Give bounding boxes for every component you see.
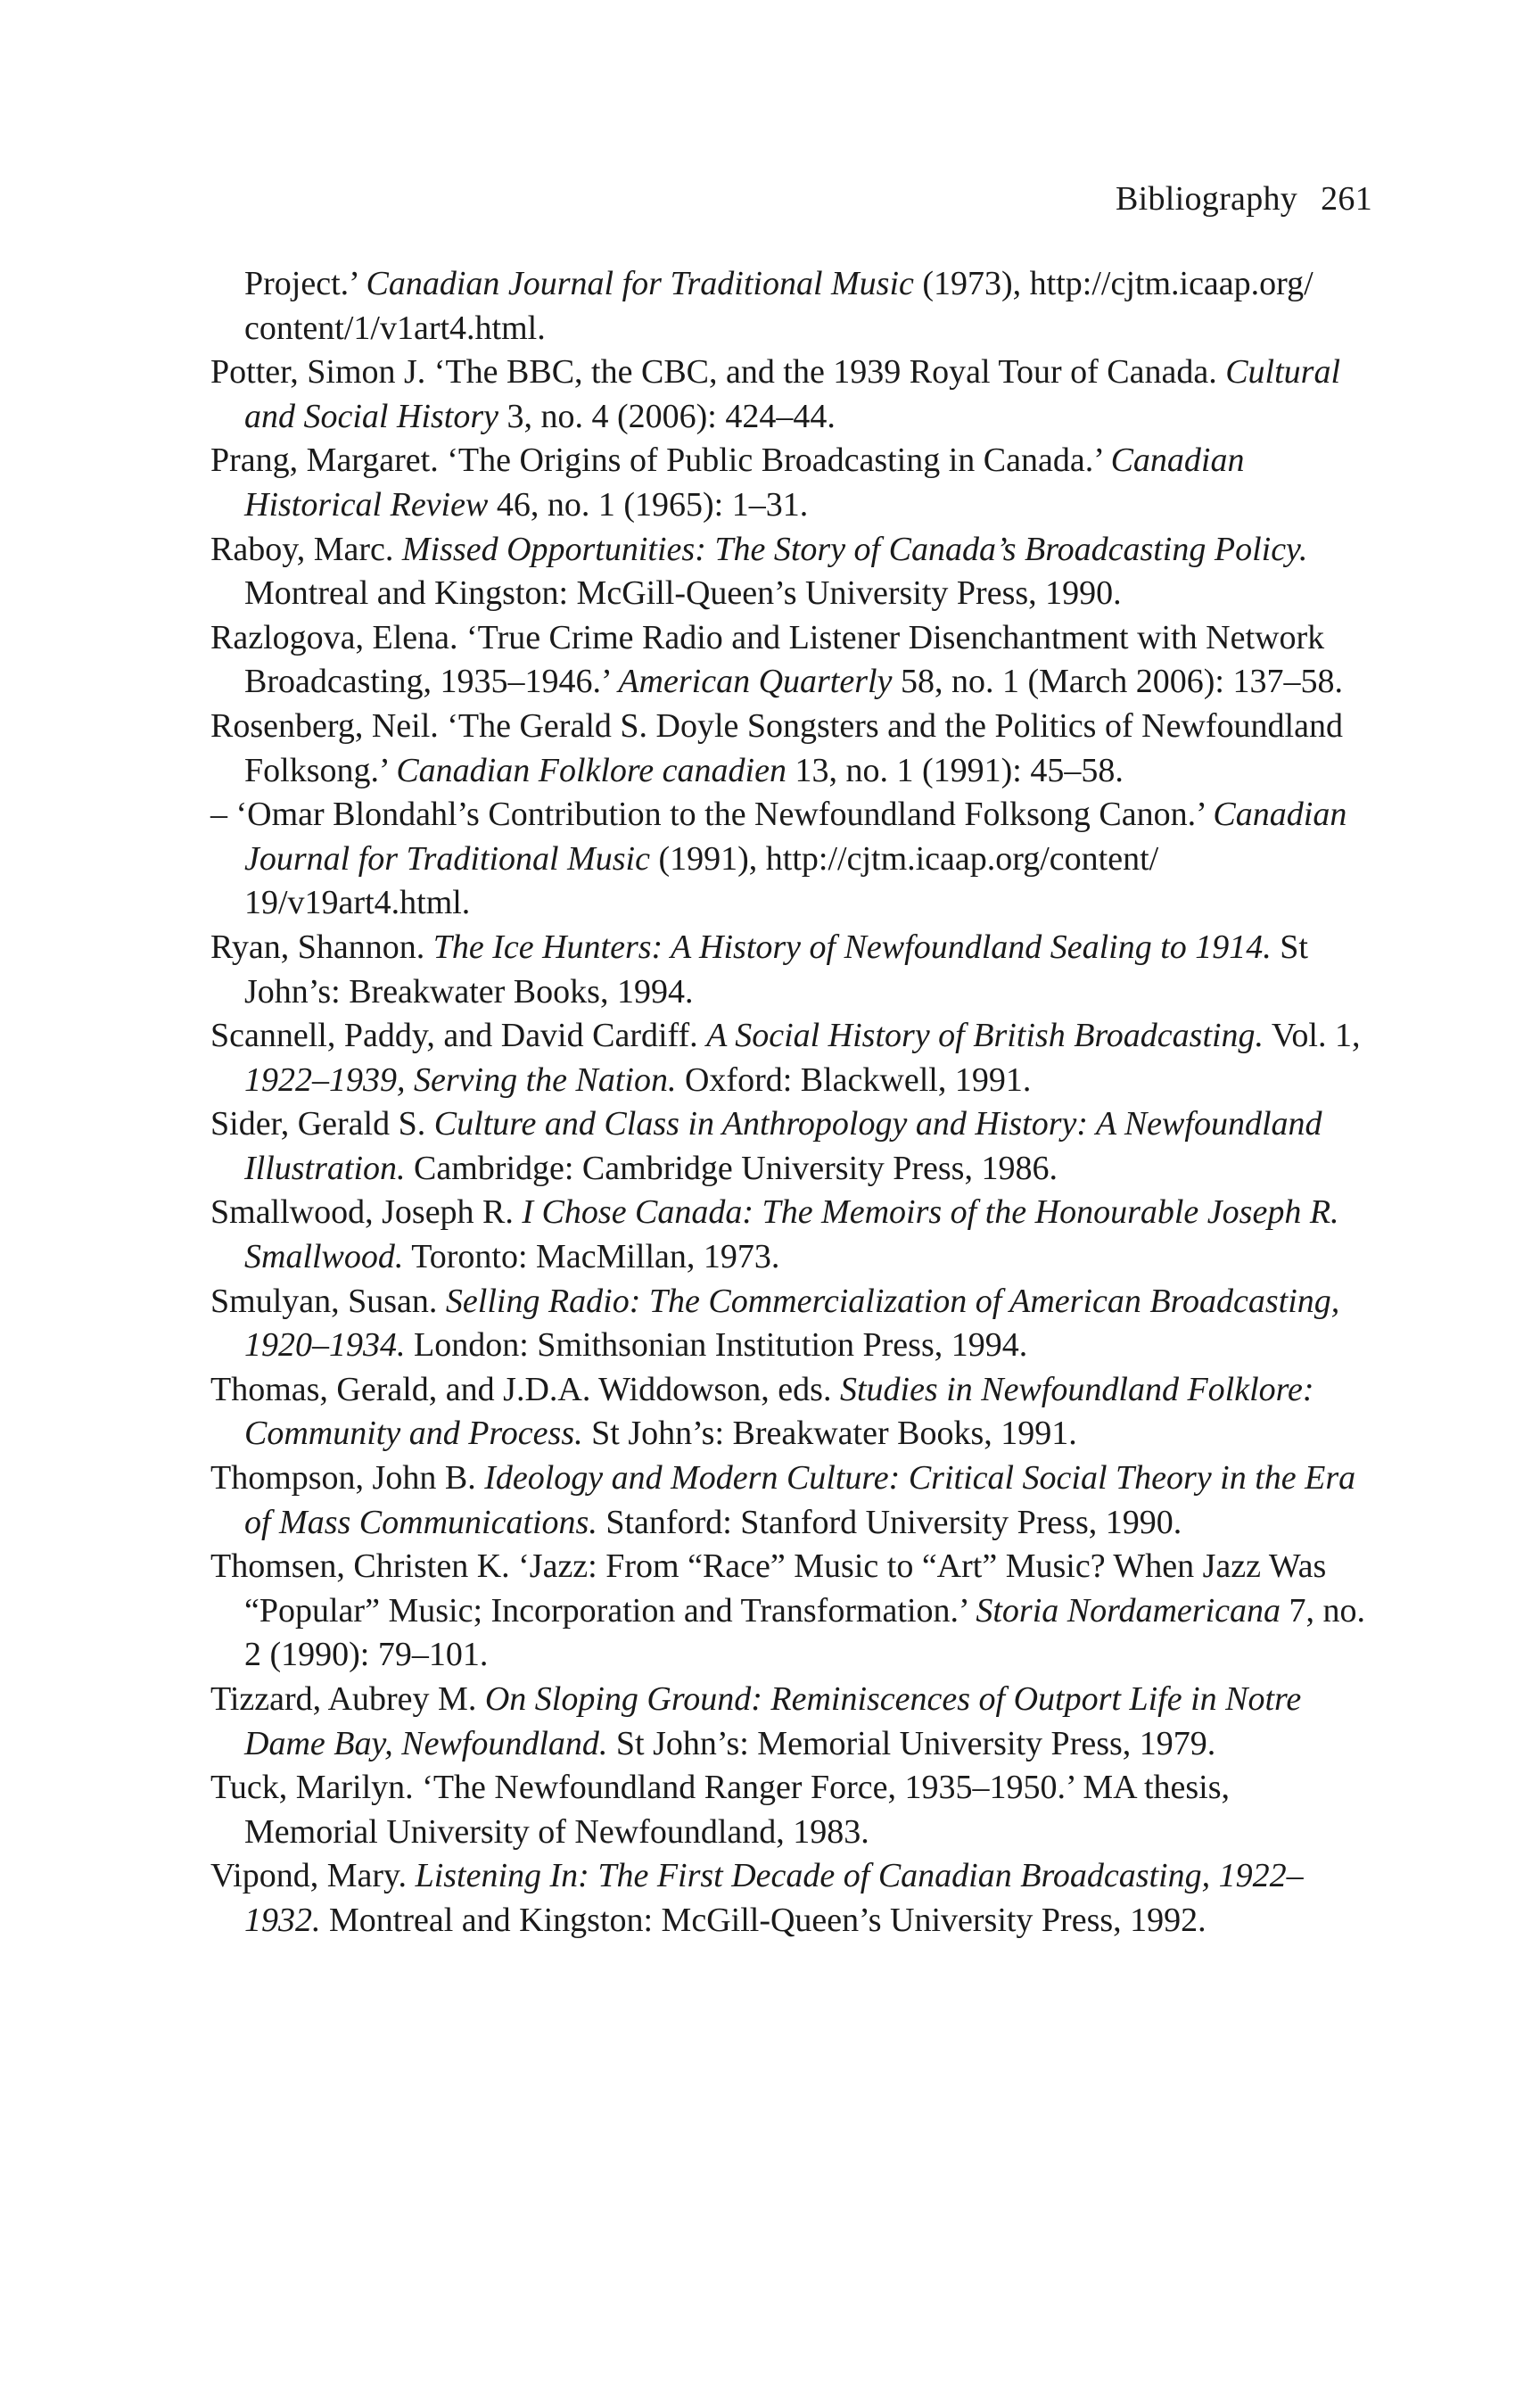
bibliography-entry: Tuck, Marilyn. ‘The Newfoundland Ranger Force, 1935–1950.’ MA thesis, Memorial University of Newfoundland, 1983.: [210, 1769, 1231, 1851]
bibliography-entry: Potter, Simon J. ‘The BBC, the CBC, and the 1939 Royal Tour of Canada. Cultural and Social History 3, no. 4 (2006): 424–44.: [210, 353, 1341, 435]
page-number: 261: [1321, 180, 1372, 218]
bibliography-entry: Thomas, Gerald, and J.D.A. Widdowson, eds. Studies in Newfoundland Folklore: Community and Process. St John’s: Breakwater Books, 1991.: [210, 1370, 1314, 1453]
bibliography-entry: Thomsen, Christen K. ‘Jazz: From “Race” Music to “Art” Music? When Jazz Was “Popular” Music; Incorporation and Transformation.’ Storia Nordamericana 7, no. 2 (1990): 79–101.: [210, 1547, 1366, 1674]
bibliography-entry: Ryan, Shannon. The Ice Hunters: A History of Newfoundland Sealing to 1914. St John’s: Breakwater Books, 1994.: [210, 928, 1308, 1011]
bibliography-entry: Sider, Gerald S. Culture and Class in Anthropology and History: A Newfoundland Illustration. Cambridge: Cambridge University Press, 1986.: [210, 1105, 1322, 1187]
bibliography-entry: Tizzard, Aubrey M. On Sloping Ground: Reminiscences of Outport Life in Notre Dame Bay, Newfoundland. St John’s: Memorial University Press, 1979.: [210, 1680, 1302, 1762]
running-head: [1116, 177, 1372, 221]
bibliography-entry: Rosenberg, Neil. ‘The Gerald S. Doyle Songsters and the Politics of Newfoundland Folksong.’ Canadian Folklore canadien 13, no. 1 (1991): 45–58.: [210, 706, 1343, 789]
bibliography-entry: – ‘Omar Blondahl’s Contribution to the Newfoundland Folksong Canon.’ Canadian Journal for Traditional Music (1991), http://cjtm.icaap.org/content/ 19/v19art4.html.: [210, 796, 1347, 922]
bibliography-entry: Prang, Margaret. ‘The Origins of Public Broadcasting in Canada.’ Canadian Historical Review 46, no. 1 (1965): 1–31.: [210, 441, 1245, 524]
bibliography-entry: Vipond, Mary. Listening In: The First Decade of Canadian Broadcasting, 1922–1932. Montreal and Kingston: McGill-Queen’s University Press, 1992.: [210, 1857, 1304, 1939]
bibliography-entry: Project.’ Canadian Journal for Traditional Music (1973), http://cjtm.icaap.org/ content/1/v1art4.html.: [244, 265, 1314, 347]
section-title: Bibliography: [1115, 180, 1298, 218]
bibliography-entry: Smallwood, Joseph R. I Chose Canada: The Memoirs of the Honourable Joseph R. Smallwood. Toronto: MacMillan, 1973.: [210, 1193, 1339, 1276]
bibliography-entry: Raboy, Marc. Missed Opportunities: The Story of Canada’s Broadcasting Policy. Montreal and Kingston: McGill-Queen’s University Press, 1990.: [210, 530, 1308, 613]
bibliography-entry: Thompson, John B. Ideology and Modern Culture: Critical Social Theory in the Era of Mass Communications. Stanford: Stanford University Press, 1990.: [210, 1459, 1356, 1541]
bibliography-list: [210, 262, 1370, 1943]
bibliography-entry: Smulyan, Susan. Selling Radio: The Commercialization of American Broadcasting, 1920–1934. London: Smithsonian Institution Press, 1994.: [210, 1282, 1340, 1365]
bibliography-entry: Scannell, Paddy, and David Cardiff. A Social History of British Broadcasting. Vol. 1, 1922–1939, Serving the Nation. Oxford: Blackwell, 1991.: [210, 1017, 1361, 1099]
bibliography-entry: Razlogova, Elena. ‘True Crime Radio and Listener Disenchantment with Network Broadcasting, 1935–1946.’ American Quarterly 58, no. 1 (March 2006): 137–58.: [210, 618, 1343, 701]
